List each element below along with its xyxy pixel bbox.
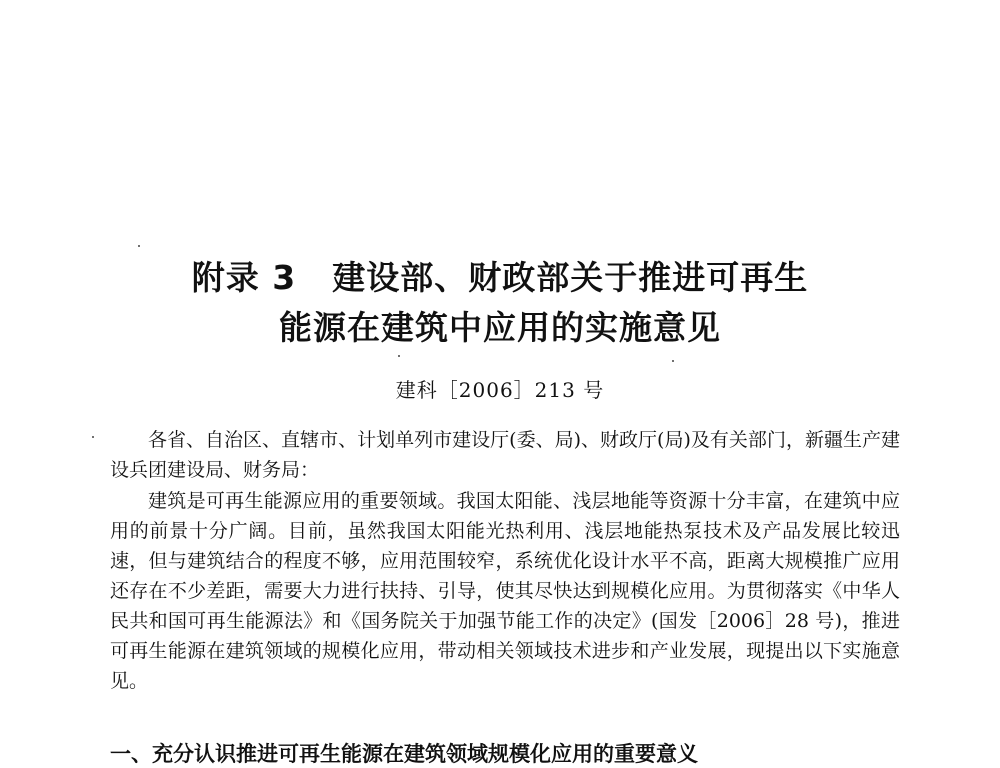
document-title-line-1 — [0, 252, 1000, 299]
section-heading: 一、充分认识推进可再生能源在建筑领域规模化应用的重要意义 — [110, 742, 698, 766]
scan-speck — [138, 245, 140, 247]
document-number: 建科［2006］213 号 — [395, 378, 605, 402]
body-paragraph: 建筑是可再生能源应用的重要领域。我国太阳能、浅层地能等资源十分丰富，在建筑中应用的前景十分广阔。目前，虽然我国太阳能光热利用、浅层地能热泵技术及产品发展比较迅速，但与建筑结合的程度不够，应用范围较窄，系统优化设计水平不高，距离大规模推广应用还存在不少差距，需要大力进行扶持、引导，使其尽快达到规模化应用。为贯彻落实《中华人民共和国可再生能源法》和《国务院关于加强节能工作的决定》(国发［2006］28 号)，推进可再生能源在建筑领域的规模化应用，带动相关领域技术进步和产业发展，现提出以下实施意见。 — [110, 490, 900, 692]
addressee-paragraph: 各省、自治区、直辖市、计划单列市建设厅(委、局)、财政厅(局)及有关部门，新疆生产建设兵团建设局、财务局： — [110, 429, 900, 481]
appendix-label: 附录 3 — [191, 258, 297, 297]
title-text-line-1: 建设部、财政部关于推进可再生 — [332, 258, 809, 297]
document-title-line-2: 能源在建筑中应用的实施意见 — [279, 308, 721, 347]
scan-speck — [672, 360, 674, 362]
scan-speck — [92, 436, 94, 438]
scan-speck — [398, 355, 400, 357]
